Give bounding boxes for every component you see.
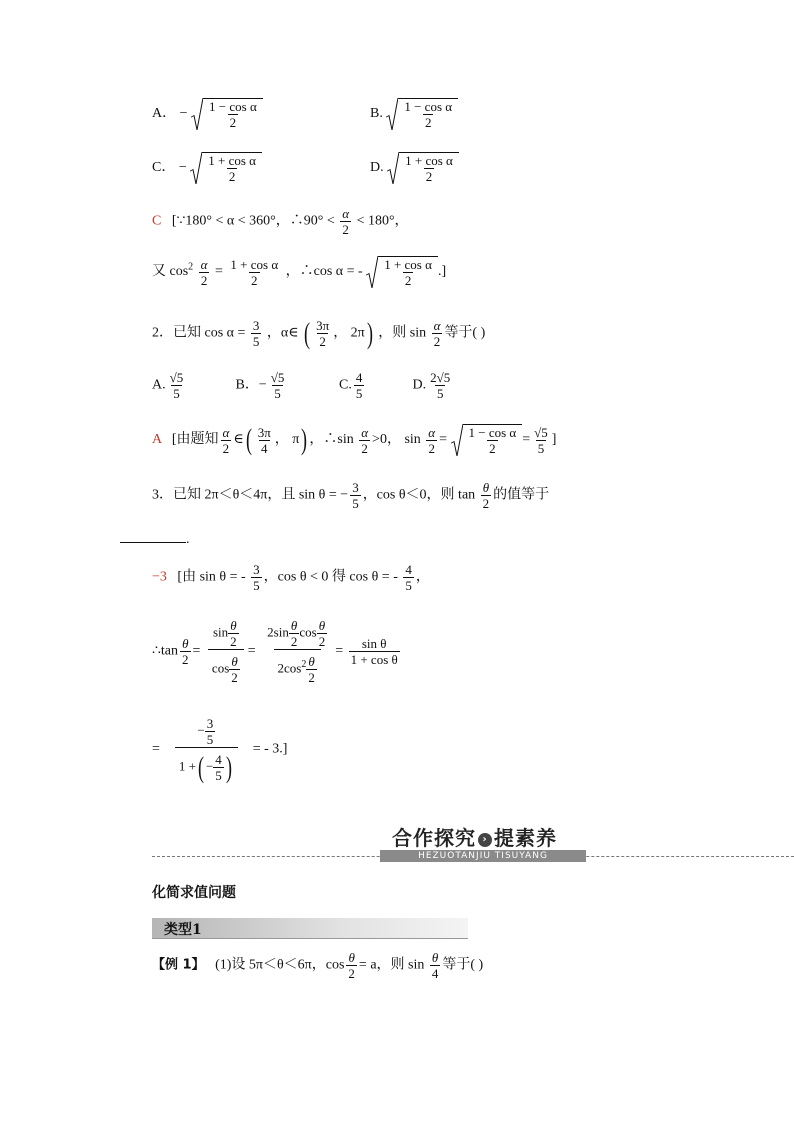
option-b[interactable] bbox=[370, 98, 458, 130]
fraction: $\frac{\text{sin θ}}{\text{1 + cos θ}}$ bbox=[350, 636, 398, 667]
section-banner-subtitle: HEZUOTANJIU TISUYANG bbox=[380, 850, 586, 862]
option-label: B. bbox=[370, 106, 383, 122]
fraction: $\frac{3}{5}$ bbox=[253, 562, 260, 593]
sqrt-expression: $\frac{\text{1 + cos α}}{2}$ bbox=[387, 152, 459, 184]
fraction: 2sin $\frac{\theta}{2}$ cos $\frac{\theta}{2}$ $2\cos^2$ $\frac{\theta}{2}$ bbox=[267, 618, 326, 685]
section-heading: 化简求值问题 bbox=[152, 885, 236, 901]
solution-3-line-3 bbox=[152, 716, 287, 783]
solution-text: ∴tan bbox=[152, 643, 179, 659]
example-text: 等于( ) bbox=[442, 957, 484, 973]
option-c[interactable] bbox=[152, 152, 262, 184]
sqrt-expression: $\frac{\text{1 − cos α}}{2}$ bbox=[451, 424, 523, 456]
option-label: A． bbox=[152, 106, 177, 122]
question-text: 3．已知 2π＜θ＜4π，且 sin θ = − bbox=[152, 487, 349, 503]
solution-text: 又 cos bbox=[152, 264, 189, 280]
solution-text: [∵180° < α < 360°，∴90° < bbox=[171, 213, 335, 229]
option-b[interactable]: B．− $\frac{√5}{5}$ bbox=[235, 370, 285, 401]
interval-end: ， 2π bbox=[333, 325, 365, 341]
fraction: $\frac{3}{5}$ bbox=[252, 318, 260, 349]
fraction: $\frac{\alpha}{2}$ bbox=[433, 318, 441, 349]
section-banner-title: 合作探究 › 提素养 bbox=[392, 826, 557, 850]
option-a[interactable]: A. $\frac{√5}{5}$ bbox=[152, 370, 184, 401]
example-label: 【例 1】 bbox=[152, 957, 205, 973]
question-text: ，cos θ＜0，则 tan bbox=[362, 487, 476, 503]
solution-text: ，∴cos α = - bbox=[285, 264, 363, 280]
fraction: $\frac{√5}{5}$ bbox=[534, 424, 548, 456]
chevron-right-icon: › bbox=[478, 833, 492, 847]
example-text: (1)设 5π＜θ＜6π，cos bbox=[215, 957, 345, 973]
fraction: $\frac{\alpha}{2}$ bbox=[361, 424, 369, 456]
question-3-stem bbox=[152, 480, 549, 511]
superscript: 2 bbox=[188, 261, 194, 273]
example-text: = a，则 sin bbox=[358, 957, 425, 973]
fraction: $\frac{3}{5}$ bbox=[352, 480, 359, 511]
option-a[interactable] bbox=[152, 98, 263, 130]
answer-label: −3 bbox=[152, 569, 167, 585]
question-text: 2．已知 cos α = bbox=[152, 325, 246, 341]
element-of: ∈ bbox=[233, 432, 244, 448]
solution-text: = - 3.] bbox=[252, 741, 288, 757]
solution-3-line-2 bbox=[152, 618, 402, 685]
solution-text: [由题知 bbox=[171, 432, 219, 448]
solution-1-line-1 bbox=[152, 206, 409, 237]
solution-1-line-2 bbox=[152, 256, 446, 288]
fraction: $\frac{3\pi}{2}$ bbox=[316, 318, 330, 349]
fraction: $\frac{\alpha}{2}$ bbox=[200, 256, 208, 288]
solution-3-line-1 bbox=[152, 562, 430, 593]
solution-text: < 180°， bbox=[356, 213, 409, 229]
option-c[interactable]: C. $\frac{4}{5}$ bbox=[339, 370, 363, 401]
fraction: $\frac{\theta}{2}$ bbox=[348, 950, 355, 981]
equals: = bbox=[439, 432, 448, 448]
option-label: D. bbox=[370, 160, 384, 176]
minus-sign: − bbox=[178, 160, 187, 176]
comma: ， bbox=[415, 569, 430, 585]
equals: = bbox=[152, 741, 160, 757]
fraction: $\frac{4}{5}$ bbox=[405, 562, 412, 593]
fraction: $\frac{\alpha}{2}$ bbox=[428, 424, 436, 456]
period: . bbox=[186, 532, 190, 547]
option-d[interactable]: D. $\frac{2√5}{5}$ bbox=[412, 370, 451, 401]
interval-end: ， π bbox=[274, 432, 300, 448]
example-1 bbox=[152, 950, 483, 981]
sqrt-expression: $\frac{\text{1 + cos α}}{2}$ bbox=[366, 256, 438, 288]
answer-label: A bbox=[152, 432, 162, 448]
option-label: C． bbox=[152, 160, 176, 176]
fraction: $\frac{\theta}{2}$ bbox=[482, 480, 490, 511]
sqrt-expression: $\frac{\text{1 − cos α}}{2}$ bbox=[191, 98, 263, 130]
type-label-bar bbox=[152, 918, 468, 939]
solution-text: .] bbox=[437, 264, 447, 280]
solution-text: ，cos θ < 0 得 cos θ = - bbox=[263, 569, 398, 585]
fraction: $\frac{\alpha}{2}$ bbox=[342, 206, 350, 237]
question-text: ，则 sin bbox=[378, 325, 427, 341]
fraction: $\frac{\text{1 + cos α}}{2}$ bbox=[230, 256, 279, 288]
type-label: 类型1 bbox=[164, 922, 202, 938]
equals: = bbox=[247, 643, 256, 659]
answer-label: C bbox=[152, 213, 162, 229]
question-text: 的值等于 bbox=[493, 487, 550, 503]
fraction: $\frac{\alpha}{2}$ bbox=[222, 424, 230, 456]
solution-text: >0， sin bbox=[372, 432, 421, 448]
fraction: sin $\frac{\theta}{2}$ cos $\frac{\theta}{2}$ bbox=[208, 618, 244, 685]
question-2-stem: 2．已知 cos α = $\frac{3}{5}$ ，α∈ ( $\frac{3\pi}{2}$ ， 2π) ，则 sin $\frac{\alpha}{2}$ 等于( ) bbox=[152, 316, 486, 350]
option-d[interactable] bbox=[370, 152, 459, 184]
bracket: ] bbox=[551, 432, 557, 448]
sqrt-expression: $\frac{\text{1 − cos α}}{2}$ bbox=[386, 98, 458, 130]
question-2-options bbox=[152, 370, 493, 401]
fraction: $\frac{3\pi}{4}$ bbox=[257, 424, 271, 456]
equals: = bbox=[522, 432, 531, 448]
minus-sign: − bbox=[179, 106, 188, 122]
solution-text: [由 sin θ = - bbox=[177, 569, 246, 585]
sqrt-expression: $\frac{\text{1 + cos α}}{2}$ bbox=[190, 152, 262, 184]
solution-2: A [由题知 $\frac{\alpha}{2}$ ∈( $\frac{3\pi}{4}$ ， π) ，∴sin $\frac{\alpha}{2}$ >0， sin $\frac{\alpha}{2}$ = $\frac{\text{1 − cos α}}{2}$ = $\frac{√5}{5}$ ] bbox=[152, 423, 557, 456]
solution-text: ，∴sin bbox=[309, 432, 354, 448]
fraction: $\frac{\theta}{4}$ bbox=[431, 950, 439, 981]
fraction: − $\frac{3}{5}$ 1 +( − $\frac{4}{5}$ ) bbox=[167, 716, 245, 783]
fraction: $\frac{\theta}{2}$ bbox=[182, 636, 189, 667]
answer-blank[interactable] bbox=[120, 532, 190, 548]
question-text: ，α∈ bbox=[266, 325, 299, 341]
equals: = bbox=[335, 643, 344, 659]
question-text: 等于( ) bbox=[444, 325, 486, 341]
equals: = bbox=[192, 643, 201, 659]
equals: = bbox=[215, 264, 223, 280]
